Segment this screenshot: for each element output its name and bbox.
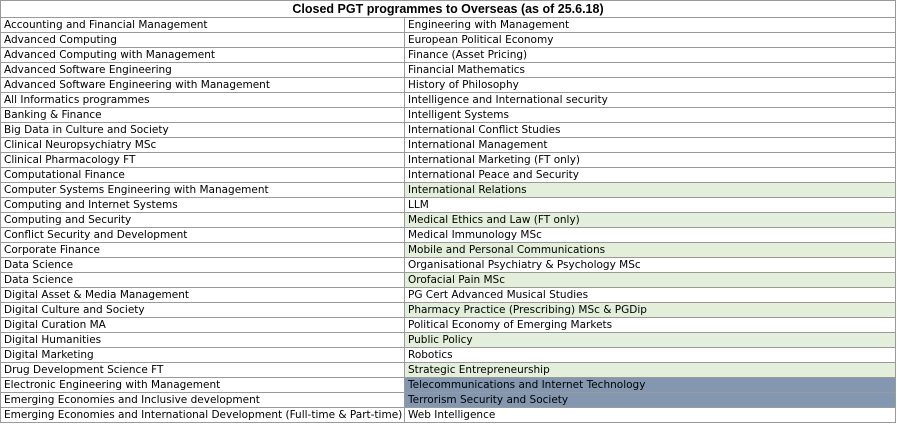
table-row (1, 258, 896, 273)
cell-programme-right[interactable]: Medical Immunology MSc (405, 228, 896, 243)
cell-programme-left[interactable]: All Informatics programmes (1, 93, 405, 108)
cell-programme-right[interactable]: Telecommunications and Internet Technology (405, 378, 896, 393)
table-row (1, 78, 896, 93)
cell-programme-left[interactable]: Conflict Security and Development (1, 228, 405, 243)
cell-programme-left[interactable]: Accounting and Financial Management (1, 18, 405, 33)
cell-programme-right[interactable]: LLM (405, 198, 896, 213)
cell-programme-left[interactable]: Advanced Computing (1, 33, 405, 48)
table-row (1, 393, 896, 408)
table-row (1, 228, 896, 243)
cell-programme-right[interactable]: Orofacial Pain MSc (405, 273, 896, 288)
cell-programme-right[interactable]: Financial Mathematics (405, 63, 896, 78)
cell-programme-right[interactable]: International Marketing (FT only) (405, 153, 896, 168)
cell-programme-left[interactable]: Clinical Pharmacology FT (1, 153, 405, 168)
table-row (1, 153, 896, 168)
cell-programme-left[interactable]: Electronic Engineering with Management (1, 378, 405, 393)
table-row (1, 108, 896, 123)
cell-programme-right[interactable]: Web Intelligence (405, 408, 896, 423)
table-row (1, 138, 896, 153)
cell-programme-right[interactable]: Medical Ethics and Law (FT only) (405, 213, 896, 228)
cell-programme-right[interactable]: International Conflict Studies (405, 123, 896, 138)
table-row (1, 48, 896, 63)
table-row (1, 198, 896, 213)
table-body (1, 18, 896, 423)
cell-programme-right[interactable]: Engineering with Management (405, 18, 896, 33)
cell-programme-right[interactable]: Intelligent Systems (405, 108, 896, 123)
cell-programme-right[interactable]: Terrorism Security and Society (405, 393, 896, 408)
table-row (1, 273, 896, 288)
cell-programme-left[interactable]: Computational Finance (1, 168, 405, 183)
title-row (1, 1, 896, 18)
table-row (1, 33, 896, 48)
cell-programme-left[interactable]: Advanced Computing with Management (1, 48, 405, 63)
table-row (1, 63, 896, 78)
cell-programme-right[interactable]: Pharmacy Practice (Prescribing) MSc & PGDip (405, 303, 896, 318)
cell-programme-left[interactable]: Clinical Neuropsychiatry MSc (1, 138, 405, 153)
cell-programme-left[interactable]: Emerging Economies and Inclusive development (1, 393, 405, 408)
cell-programme-left[interactable]: Digital Culture and Society (1, 303, 405, 318)
table-row (1, 333, 896, 348)
table-row (1, 378, 896, 393)
cell-programme-left[interactable]: Digital Marketing (1, 348, 405, 363)
cell-programme-right[interactable]: Intelligence and International security (405, 93, 896, 108)
cell-programme-right[interactable]: International Management (405, 138, 896, 153)
cell-programme-left[interactable]: Computing and Security (1, 213, 405, 228)
cell-programme-left[interactable]: Digital Humanities (1, 333, 405, 348)
table-row (1, 348, 896, 363)
cell-programme-left[interactable]: Big Data in Culture and Society (1, 123, 405, 138)
table-row (1, 288, 896, 303)
cell-programme-right[interactable]: Organisational Psychiatry & Psychology MSc (405, 258, 896, 273)
cell-programme-left[interactable]: Data Science (1, 273, 405, 288)
cell-programme-left[interactable]: Advanced Software Engineering with Management (1, 78, 405, 93)
cell-programme-right[interactable]: European Political Economy (405, 33, 896, 48)
cell-programme-left[interactable]: Drug Development Science FT (1, 363, 405, 378)
table-row (1, 183, 896, 198)
cell-programme-left[interactable]: Digital Curation MA (1, 318, 405, 333)
table-row (1, 303, 896, 318)
cell-programme-right[interactable]: History of Philosophy (405, 78, 896, 93)
table-row (1, 213, 896, 228)
cell-programme-left[interactable]: Advanced Software Engineering (1, 63, 405, 78)
cell-programme-right[interactable]: Strategic Entrepreneurship (405, 363, 896, 378)
table-row (1, 318, 896, 333)
cell-programme-left[interactable]: Banking & Finance (1, 108, 405, 123)
cell-programme-left[interactable]: Emerging Economies and International Development (Full-time & Part-time) (1, 408, 405, 423)
cell-programme-left[interactable]: Corporate Finance (1, 243, 405, 258)
cell-programme-left[interactable]: Computer Systems Engineering with Management (1, 183, 405, 198)
cell-programme-right[interactable]: PG Cert Advanced Musical Studies (405, 288, 896, 303)
table-row (1, 363, 896, 378)
table-row (1, 168, 896, 183)
table-row (1, 18, 896, 33)
table-title[interactable]: Closed PGT programmes to Overseas (as of 25.6.18) (1, 1, 896, 18)
cell-programme-right[interactable]: Public Policy (405, 333, 896, 348)
cell-programme-right[interactable]: Finance (Asset Pricing) (405, 48, 896, 63)
table-row (1, 243, 896, 258)
cell-programme-right[interactable]: International Peace and Security (405, 168, 896, 183)
cell-programme-right[interactable]: Robotics (405, 348, 896, 363)
cell-programme-right[interactable]: Mobile and Personal Communications (405, 243, 896, 258)
cell-programme-right[interactable]: International Relations (405, 183, 896, 198)
table-row (1, 408, 896, 423)
table-row (1, 123, 896, 138)
cell-programme-left[interactable]: Digital Asset & Media Management (1, 288, 405, 303)
cell-programme-right[interactable]: Political Economy of Emerging Markets (405, 318, 896, 333)
cell-programme-left[interactable]: Computing and Internet Systems (1, 198, 405, 213)
cell-programme-left[interactable]: Data Science (1, 258, 405, 273)
table-row (1, 93, 896, 108)
